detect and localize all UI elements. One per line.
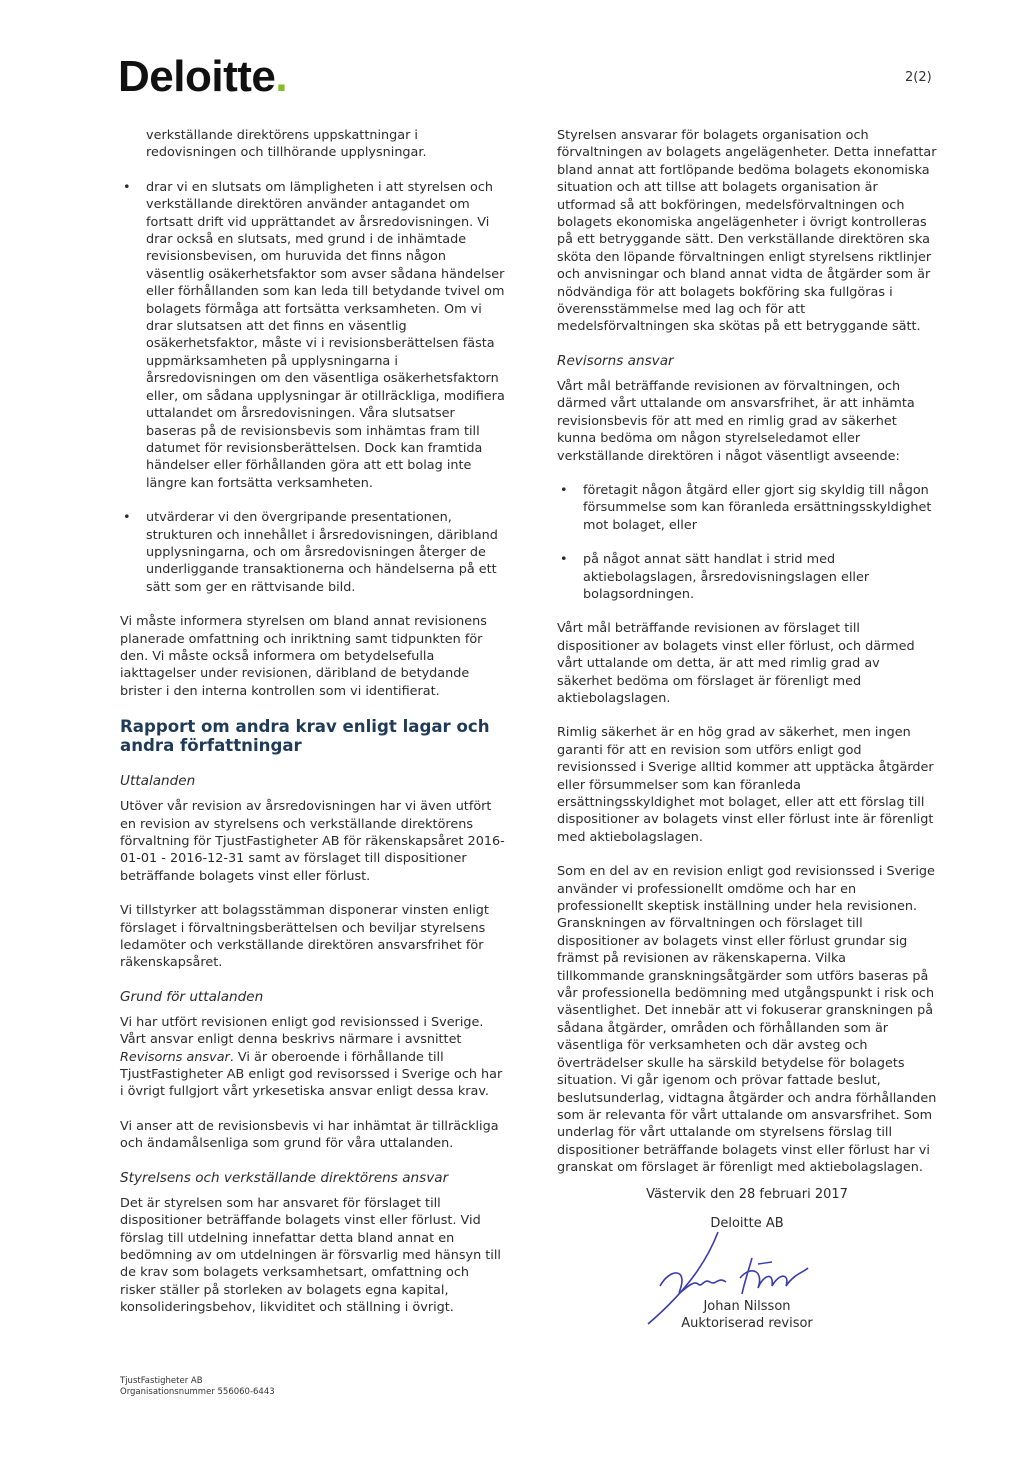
firm-name: Deloitte AB — [710, 1216, 784, 1231]
subheading-revisorns-ansvar: Revisorns ansvar — [557, 352, 674, 369]
paragraph-grund — [120, 1014, 508, 1101]
paragraph-som-del: Som en del av en revision enligt god revisionssed i Sverige använder vi professionellt omdöme och har en professionellt skeptisk inställning under hela revisionen. Granskningen av förvaltningen och förslaget till dispositioner av bolagets vinst eller förlust grundar sig främst på revisionen av räkenskaperna. Vilka tillkommande granskningsåtgärder som utförs baseras på vår professionella bedömning med utgångspunkt i risk och väsentlighet. Det innebär att vi fokuserar granskningen på sådana åtgärder, områden och förhållanden som är väsentliga för verksamheten och där avsteg och överträdelser skulle ha särskild betydelse för bolagets situation. Vi går igenom och prövar fattade beslut, beslutsunderlag, vidtagna åtgärder och andra förhållanden som är relevanta för vårt uttalande om ansvarsfrihet. Som underlag för vårt uttalande om styrelsens förslag till dispositioner beträffande bolagets vinst eller förlust har vi granskat om förslaget är förenligt med aktiebolagslagen. — [557, 864, 937, 1176]
bullet-list-right — [557, 482, 937, 603]
subheading-grund: Grund för uttalanden — [120, 988, 264, 1005]
section-heading: Rapport om andra krav enligt lagar och andra författningar — [120, 717, 490, 756]
paragraph-ansvarar: Styrelsen ansvarar för bolagets organisation och förvaltningen av bolagets angelägenheter. Detta innefattar bland annat att fortlöpande bedöma bolagets ekonomiska situation och att tillse att bolagets organisation är utformad så att bokföringen, medelsförvaltningen och bolagets ekonomiska angelägenheter i övrigt kontrolleras på ett betryggande sätt. Den verkställande direktören ska sköta den löpande förvaltningen enligt styrelsens riktlinjer och anvisningar och bland annat vidta de åtgärder som är nödvändiga för att bolagets bokföring ska fullgöras i överensstämmelse med lag och för att medelsförvaltningen ska skötas på ett betryggande sätt. — [557, 128, 937, 335]
footer — [120, 1376, 275, 1398]
subheading-styrelsens-ansvar: Styrelsens och verkställande direktörens ansvar — [120, 1169, 449, 1186]
logo-dot: . — [275, 52, 288, 101]
paragraph-utover: Utöver vår revision av årsredovisningen har vi även utfört en revision av styrelsens och verkställande direktörens förvaltning för TjustFastigheter AB för räkenskapsåret 2016-01-01 - 2016-12-31 samt av förslaget till dispositioner beträffande bolagets vinst eller förlust. — [120, 799, 505, 884]
grund-text-b: . Vi är oberoende i förhållande till TjustFastigheter AB enligt god revisorssed i Sverige och har i övrigt fullgjort vårt yrkesetiska ansvar enligt dessa krav. — [120, 1049, 503, 1100]
signer-name: Johan Nilsson — [703, 1299, 791, 1314]
page-number: 2(2) — [905, 70, 932, 85]
footer-orgnr: Organisationsnummer 556060-6443 — [120, 1387, 275, 1397]
subheading-uttalanden: Uttalanden — [120, 773, 196, 790]
paragraph-tillstyrker: Vi tillstyrker att bolagsstämman disponerar vinsten enligt förslaget i förvaltningsberättelsen och beviljar styrelsens ledamöter och verkställande direktören ansvarsfrihet för räkenskapsåret. — [120, 903, 489, 971]
grund-text-em: Revisorns ansvar — [120, 1049, 230, 1065]
bullet-atgard: • företagit någon åtgärd eller gjort sig skyldig till någon försummelse som kan föranleda ersättningsskyldighet mot bolaget, eller — [557, 482, 937, 534]
intro-text: verkställande direktörens uppskattningar i redovisningen och tillhörande upplysningar. — [146, 128, 427, 161]
logo-text: Deloitte — [118, 52, 276, 101]
right-column — [557, 127, 937, 1194]
grund-text-a: Vi har utfört revisionen enligt god revisionssed i Sverige. Vårt ansvar enligt denna beskrivs närmare i avsnittet — [120, 1014, 484, 1048]
paragraph-rimlig: Rimlig säkerhet är en hög grad av säkerhet, men ingen garanti för att en revision som utförs enligt god revisionssed i Sverige alltid kommer att upptäcka åtgärder eller försummelser som kan föranleda ersättningsskyldighet mot bolaget, eller att ett förslag till dispositioner av bolagets vinst eller förlust inte är förenligt med aktiebolagslagen. — [557, 725, 934, 845]
signer-title: Auktoriserad revisor — [681, 1316, 813, 1331]
left-column — [120, 127, 508, 1334]
bullet-going-concern: • drar vi en slutsats om lämpligheten i att styrelsen och verkställande direktören använder antagandet om fortsatt drift vid upprättandet av årsredovisningen. Vi drar också en slutsats, med grund i de inhämtade revisionsbevisen, om huruvida det finns någon väsentlig osäkerhetsfaktor som avser sådana händelser eller förhållanden som kan leda till betydande tvivel om bolagets förmåga att fortsätta verksamheten. Om vi drar slutsatsen att det finns en väsentlig osäkerhetsfaktor, måste vi i revisionsberättelsen fästa uppmärksamheten på upplysningarna i årsredovisningen om den väsentliga osäkerhetsfaktorn eller, om sådana upplysningar är otillräckliga, modifiera uttalandet om årsredovisningen. Våra slutsatser baseras på de revisionsbevis som inhämtas fram till datumet för revisionsberättelsen. Dock kan framtida händelser eller förhållanden göra att ett bolag inte längre kan fortsätta verksamheten. — [120, 179, 508, 492]
paragraph-mal2: Vårt mål beträffande revisionen av förslaget till dispositioner av bolagets vinst eller förlust, och därmed vårt uttalande om detta, är att med rimlig grad av säkerhet bedöma om förslaget är förenligt med aktiebolagslagen. — [557, 621, 915, 706]
bullet-list-left — [120, 179, 508, 596]
paragraph-styrelsen: Det är styrelsen som har ansvaret för förslaget till dispositioner beträffande bolagets vinst eller förlust. Vid förslag till utdelning innefattar detta bland annat en bedömning av om utdelningen är försvarlig med hänsyn till de krav som bolagets verksamhetsart, omfattning och risker ställer på storleken av bolagets egna kapital, konsolideringsbehov, likviditet och ställning i övrigt. — [120, 1195, 501, 1316]
place-date: Västervik den 28 februari 2017 — [646, 1187, 848, 1202]
paragraph-anser: Vi anser att de revisionsbevis vi har inhämtat är tillräckliga och ändamålsenliga som grund för våra uttalanden. — [120, 1118, 499, 1152]
footer-company: TjustFastigheter AB — [120, 1376, 203, 1386]
bullet-annat-satt: • på något annat sätt handlat i strid med aktiebolagslagen, årsredovisningslagen eller bolagsordningen. — [557, 551, 937, 603]
bullet-presentation: • utvärderar vi den övergripande presentationen, strukturen och innehållet i årsredovisningen, däribland upplysningarna, och om årsredovisningen återger de underliggande transaktionerna och händelserna på ett sätt som ger en rättvisande bild. — [120, 509, 508, 596]
deloitte-logo — [118, 52, 287, 102]
paragraph-mal1: Vårt mål beträffande revisionen av förvaltningen, och därmed vårt uttalande om ansvarsfrihet, är att inhämta revisionsbevis för att med en rimlig grad av säkerhet kunna bedöma om någon styrelseledamot eller verkställande direktören i något väsentligt avseende: — [557, 378, 915, 464]
paragraph-inform: Vi måste informera styrelsen om bland annat revisionens planerade omfattning och inriktning samt tidpunkten för den. Vi måste också informera om betydelsefulla iakttagelser under revisionen, däribland de betydande brister i den interna kontrollen som vi identifierat. — [120, 614, 487, 699]
